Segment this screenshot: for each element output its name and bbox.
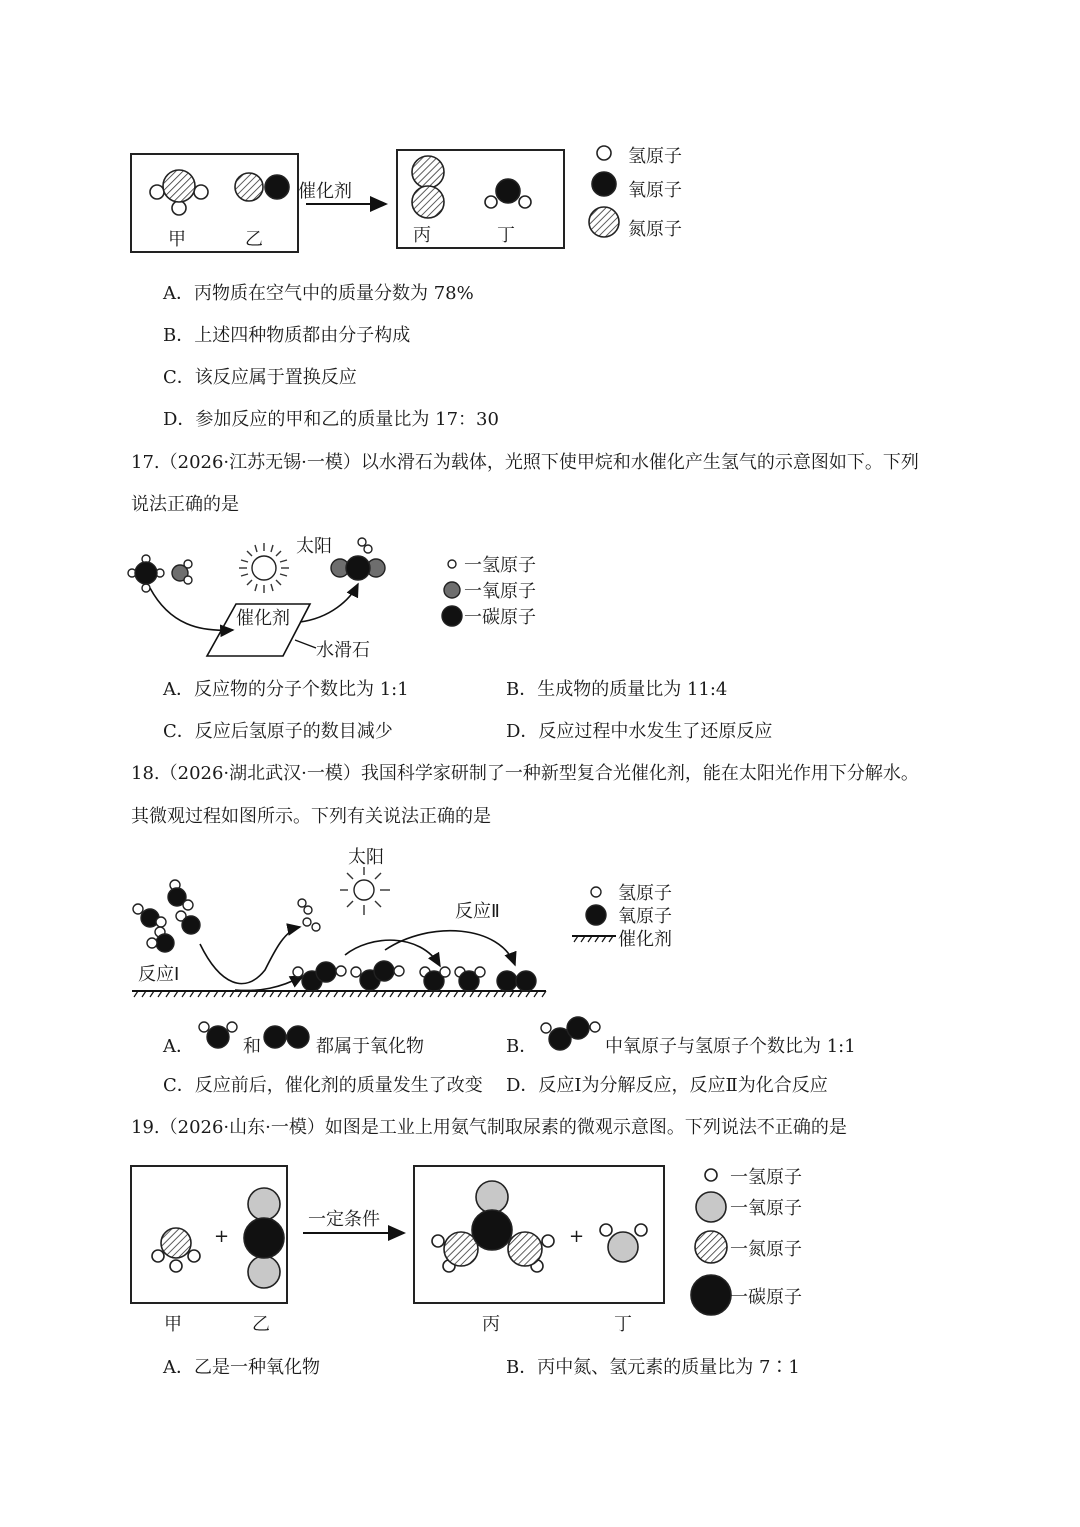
q17-option-d: D．反应过程中水发生了还原反应 (506, 721, 773, 742)
q16-legend-h: 氢原子 (628, 146, 682, 167)
q18-legend-catalyst: 催化剂 (618, 929, 672, 950)
q17-option-a: A．反应物的分子个数比为 1:1 (163, 679, 409, 700)
q16-label-jia: 甲 (168, 229, 186, 250)
q17-catalyst-label: 催化剂 (236, 608, 290, 629)
q17-stem-line2: 说法正确的是 (131, 494, 239, 515)
q16-catalyst-label: 催化剂 (298, 181, 352, 202)
q19-label-ding: 丁 (614, 1314, 632, 1335)
q18-option-d: D．反应Ⅰ为分解反应，反应Ⅱ为化合反应 (506, 1075, 828, 1096)
q17-legend-c: 一碳原子 (464, 607, 536, 628)
q16-label-ding: 丁 (497, 225, 515, 246)
q17-legend-h: 一氢原子 (464, 555, 536, 576)
q19-plus-2: + (569, 1226, 585, 1247)
q19-label-bing: 丙 (482, 1314, 500, 1335)
q19-stem: 19.（2026·山东·一模）如图是工业上用氨气制取尿素的微观示意图。下列说法不正确的是 (131, 1117, 847, 1138)
q19-plus-1: + (214, 1226, 230, 1247)
q18-option-b-suffix: 中氧原子与氢原子个数比为 1:1 (605, 1036, 856, 1057)
q19-option-a: A．乙是一种氧化物 (163, 1357, 320, 1378)
q17-diagram (128, 538, 462, 656)
q16-option-c: C．该反应属于置换反应 (163, 367, 357, 388)
q16-label-bing: 丙 (413, 225, 431, 246)
q18-option-b-prefix: B． (506, 1036, 538, 1057)
q18-option-c: C．反应前后，催化剂的质量发生了改变 (163, 1075, 483, 1096)
q16-option-a: A．丙物质在空气中的质量分数为 78% (163, 283, 474, 304)
q18-stem-line1: 18.（2026·湖北武汉·一模）我国科学家研制了一种新型复合光催化剂，能在太阳光作用下分解水。 (131, 763, 919, 784)
q18-stem-line2: 其微观过程如图所示。下列有关说法正确的是 (131, 806, 491, 827)
q19-option-b: B．丙中氮、氢元素的质量比为 7∶1 (506, 1357, 800, 1378)
q18-reaction1-label: 反应Ⅰ (138, 964, 180, 985)
q17-stem-line1: 17.（2026·江苏无锡·一模）以水滑石为载体，光照下使甲烷和水催化产生氢气的示意图如下。下列 (131, 452, 919, 473)
q19-legend-o: 一氧原子 (730, 1198, 802, 1219)
q19-legend-h: 一氢原子 (730, 1167, 802, 1188)
q17-option-b: B．生成物的质量比为 11:4 (506, 679, 728, 700)
q18-sun-label: 太阳 (348, 847, 384, 868)
q16-legend-o: 氧原子 (628, 180, 682, 201)
q18-reaction2-label: 反应Ⅱ (455, 901, 500, 922)
q19-legend-c: 一碳原子 (730, 1287, 802, 1308)
q16-diagram (131, 146, 619, 252)
q19-legend-n: 一氮原子 (730, 1239, 802, 1260)
q17-legend-o: 一氧原子 (464, 581, 536, 602)
q19-condition-label: 一定条件 (308, 1209, 380, 1230)
q19-label-yi: 乙 (252, 1314, 270, 1335)
q18-diagram (132, 867, 616, 997)
q18-legend-o: 氧原子 (618, 906, 672, 927)
q18-legend-h: 氢原子 (618, 883, 672, 904)
q18-option-a-suffix: 都属于氧化物 (316, 1036, 424, 1057)
q17-support-label: 水滑石 (316, 640, 370, 661)
q16-option-d: D．参加反应的甲和乙的质量比为 17：30 (163, 409, 499, 430)
q18-option-a-and: 和 (243, 1036, 261, 1057)
q16-option-b: B．上述四种物质都由分子构成 (163, 325, 411, 346)
q18-option-a-prefix: A． (163, 1036, 194, 1057)
q17-option-c: C．反应后氢原子的数目减少 (163, 721, 393, 742)
q19-label-jia: 甲 (164, 1314, 182, 1335)
q16-label-yi: 乙 (245, 229, 263, 250)
q16-legend-n: 氮原子 (628, 219, 682, 240)
q17-sun-label: 太阳 (296, 536, 332, 557)
